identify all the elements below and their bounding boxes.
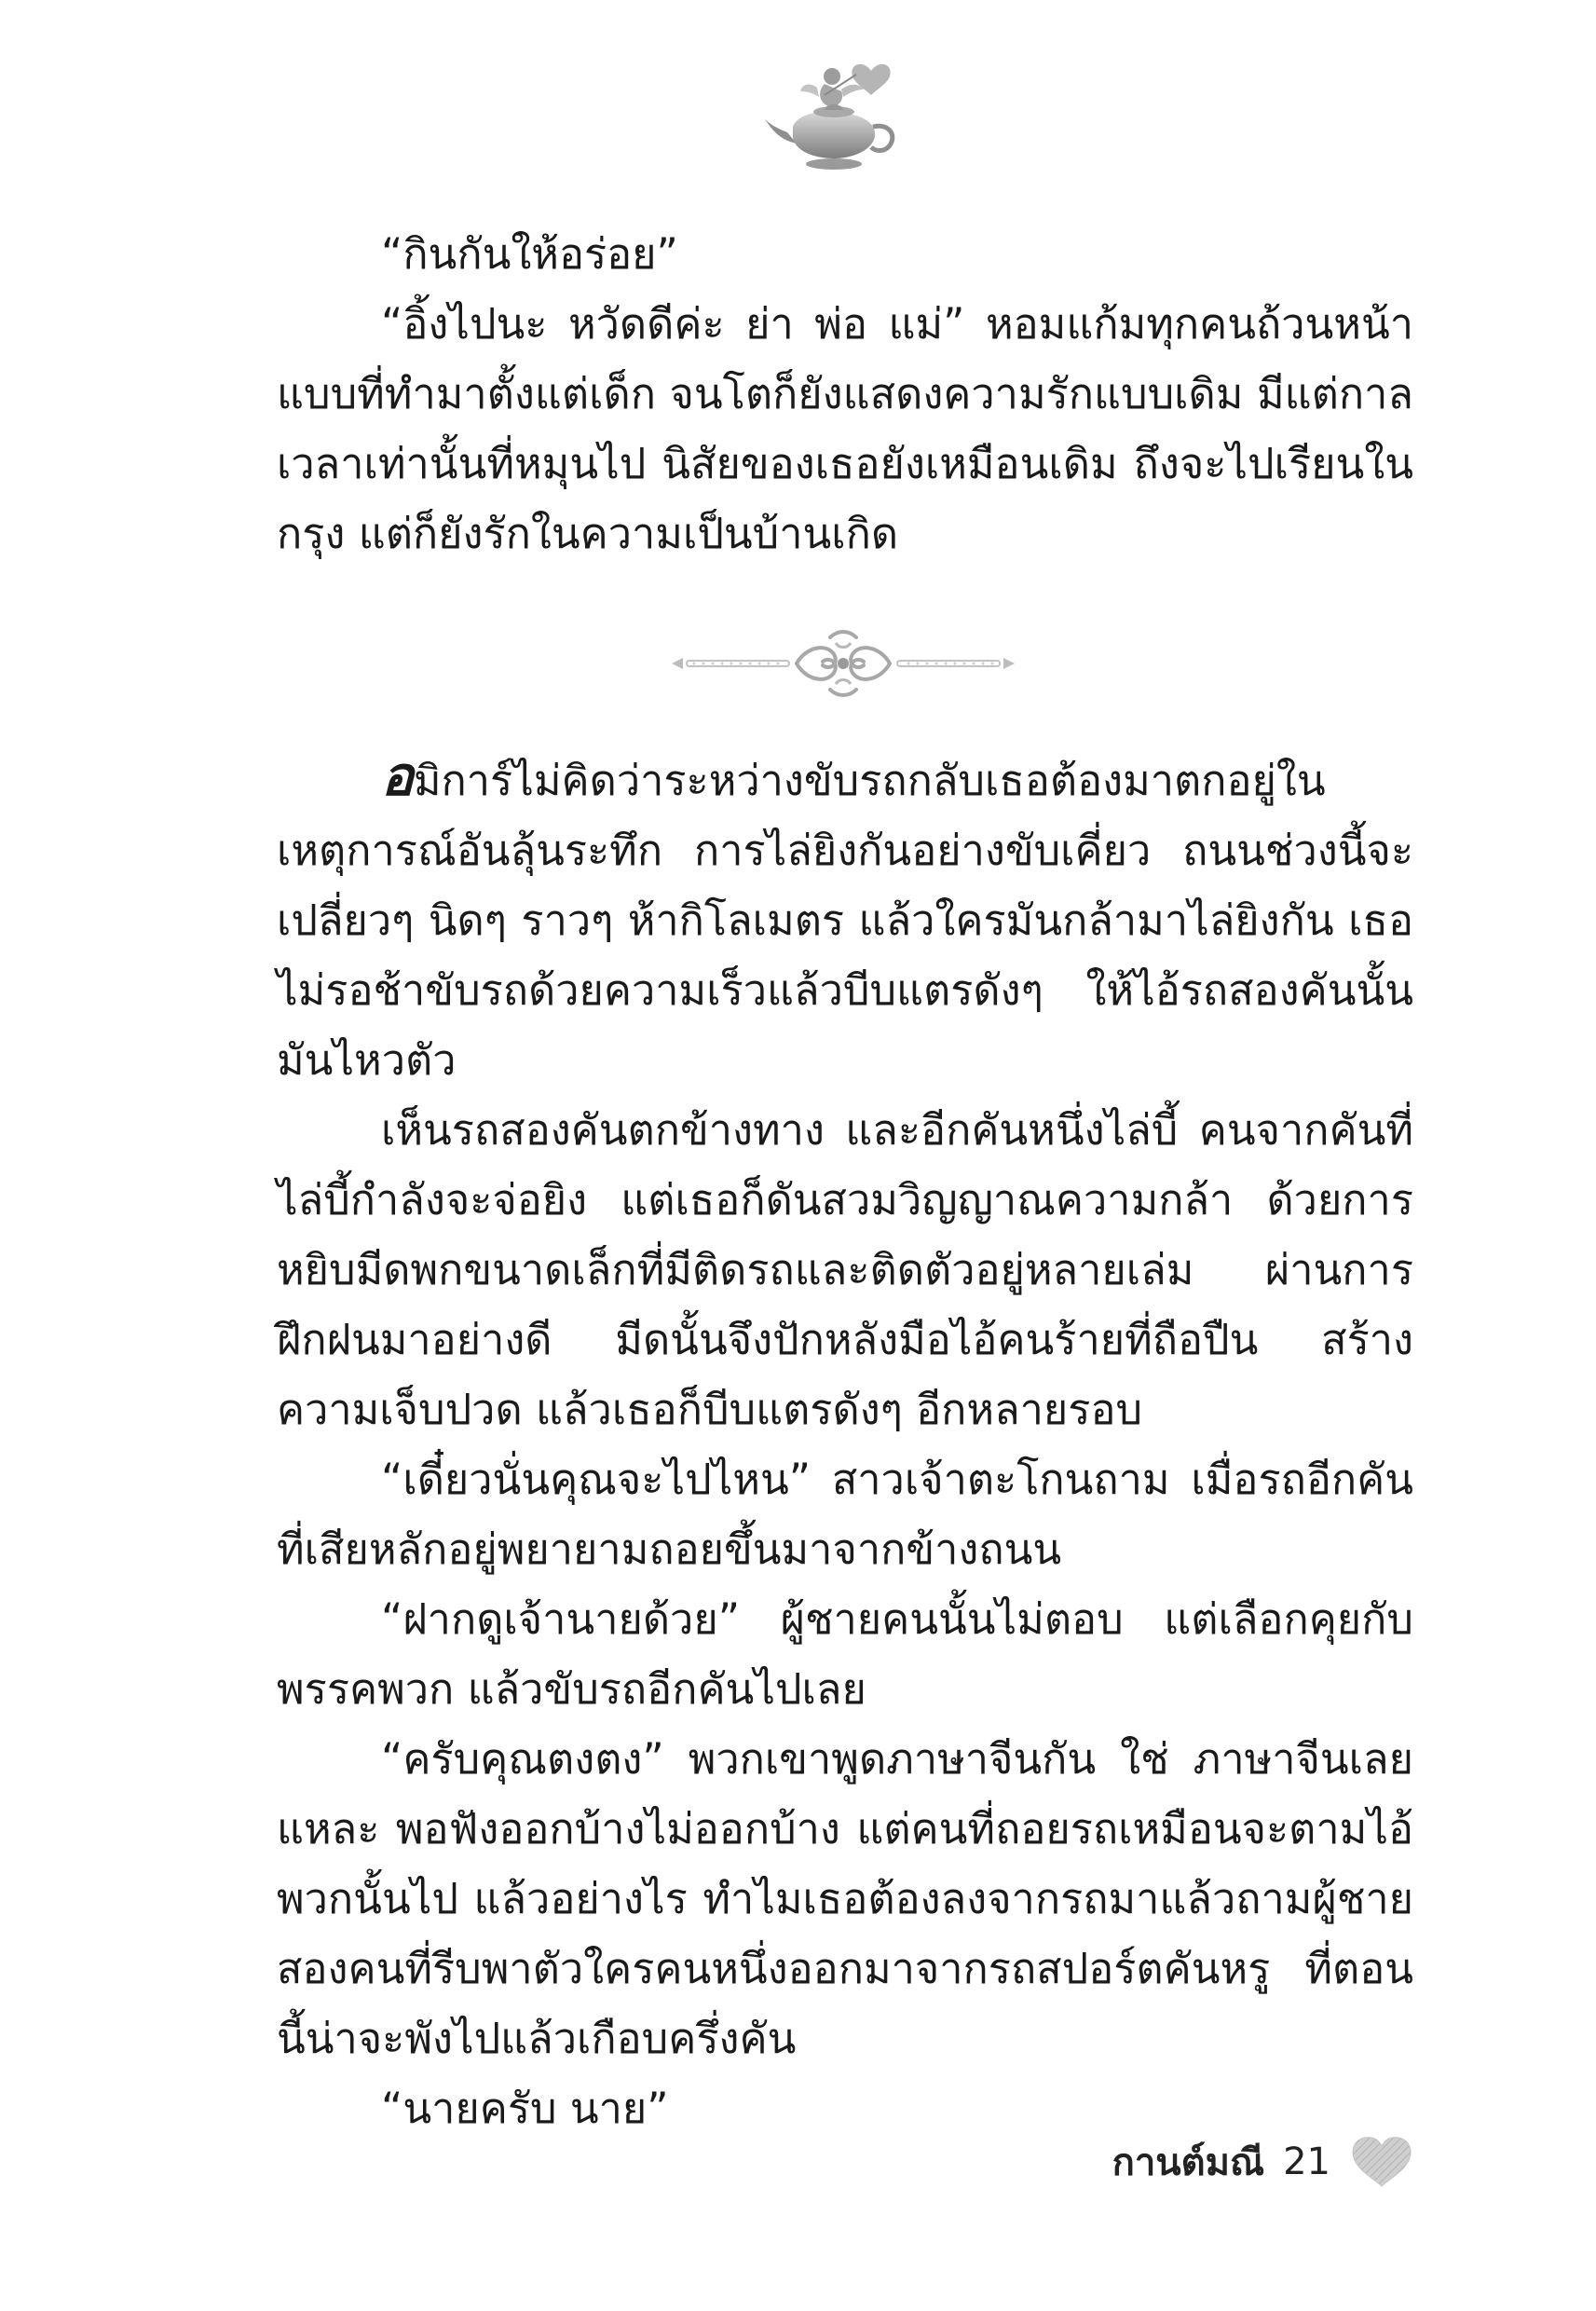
- paragraph: “เดี๋ยวนั่นคุณจะไปไหน” สาวเจ้าตะโกนถาม เมื่อรถอีกคันที่เสียหลักอยู่พยายามถอยขึ้นมาจากข้างถนน: [277, 1455, 1413, 1574]
- paragraph: “นายครับ นาย”: [381, 2084, 669, 2133]
- dropcap-letter: อ: [381, 745, 414, 808]
- page-footer: [1112, 2134, 1414, 2190]
- paragraph: “อิ้งไปนะ หวัดดีค่ะ ย่า พ่อ แม่” หอมแก้มทุกคนถ้วนหน้าแบบที่ทำมาตั้งแต่เด็ก จนโตก็ยังแสดงความรักแบบเดิม มีแต่กาลเวลาเท่านั้นที่หมุนไป นิสัยของเธอยังเหมือนเดิม ถึงจะไปเรียนในกรุง แต่ก็ยังรักในความเป็นบ้านเกิด: [277, 299, 1413, 558]
- paragraph-with-dropcap: [277, 745, 1413, 1095]
- paragraph: “ครับคุณตงตง” พวกเขาพูดภาษาจีนกัน ใช่ ภาษาจีนเลยแหละ พอฟังออกบ้างไม่ออกบ้าง แต่คนที่ถอยรถเหมือนจะตามไอ้พวกนั้นไป แล้วอย่างไร ทำไมเธอต้องลงจากรถมาแล้วถามผู้ชายสองคนที่รีบพาตัวใครคนหนึ่งออกมาจากรถสปอร์ตคันหรู ที่ตอนนี้น่าจะพังไปแล้วเกือบครึ่งคัน: [277, 1734, 1413, 2063]
- section-one: [277, 219, 1413, 568]
- paragraph-text: มิการ์ไม่คิดว่าระหว่างขับรถกลับเธอต้องมาตกอยู่ในเหตุการณ์อันลุ้นระทึก การไล่ยิงกันอย่างขับเคี่ยว ถนนช่วงนี้จะเปลี่ยวๆ นิดๆ ราวๆ ห้ากิโลเมตร แล้วใครมันกล้ามาไล่ยิงกัน เธอไม่รอช้าขับรถด้วยความเร็วแล้วบีบแตรดังๆ ให้ไอ้รถสองคันนั้นมันไหวตัว: [277, 756, 1413, 1085]
- section-two: [277, 745, 1413, 2143]
- ornamental-divider-icon: [666, 626, 1020, 701]
- paragraph: เห็นรถสองคันตกข้างทาง และอีกคันหนึ่งไล่บี้ คนจากคันที่ไล่บี้กำลังจะจ่อยิง แต่เธอก็ดันสวมวิญญาณความกล้า ด้วยการหยิบมีดพกขนาดเล็กที่มีติดรถและติดตัวอยู่หลายเล่ม ผ่านการฝึกฝนมาอย่างดี มีดนั้นจึงปักหลังมือไอ้คนร้ายที่ถือปืน สร้างความเจ็บปวด แล้วเธอก็บีบแตรดังๆ อีกหลายรอบ: [277, 1105, 1413, 1434]
- page-number: 21: [1283, 2140, 1330, 2183]
- book-title: กานต์มณี: [1112, 2141, 1265, 2184]
- heart-icon: [1349, 2134, 1414, 2190]
- paragraph: “กินกันให้อร่อย”: [381, 229, 678, 279]
- paragraph: “ฝากดูเจ้านายด้วย” ผู้ชายคนนั้นไม่ตอบ แต่เลือกคุยกับพรรคพวก แล้วขับรถอีกคันไปเลย: [277, 1594, 1413, 1714]
- cupid-teapot-icon: [759, 54, 908, 175]
